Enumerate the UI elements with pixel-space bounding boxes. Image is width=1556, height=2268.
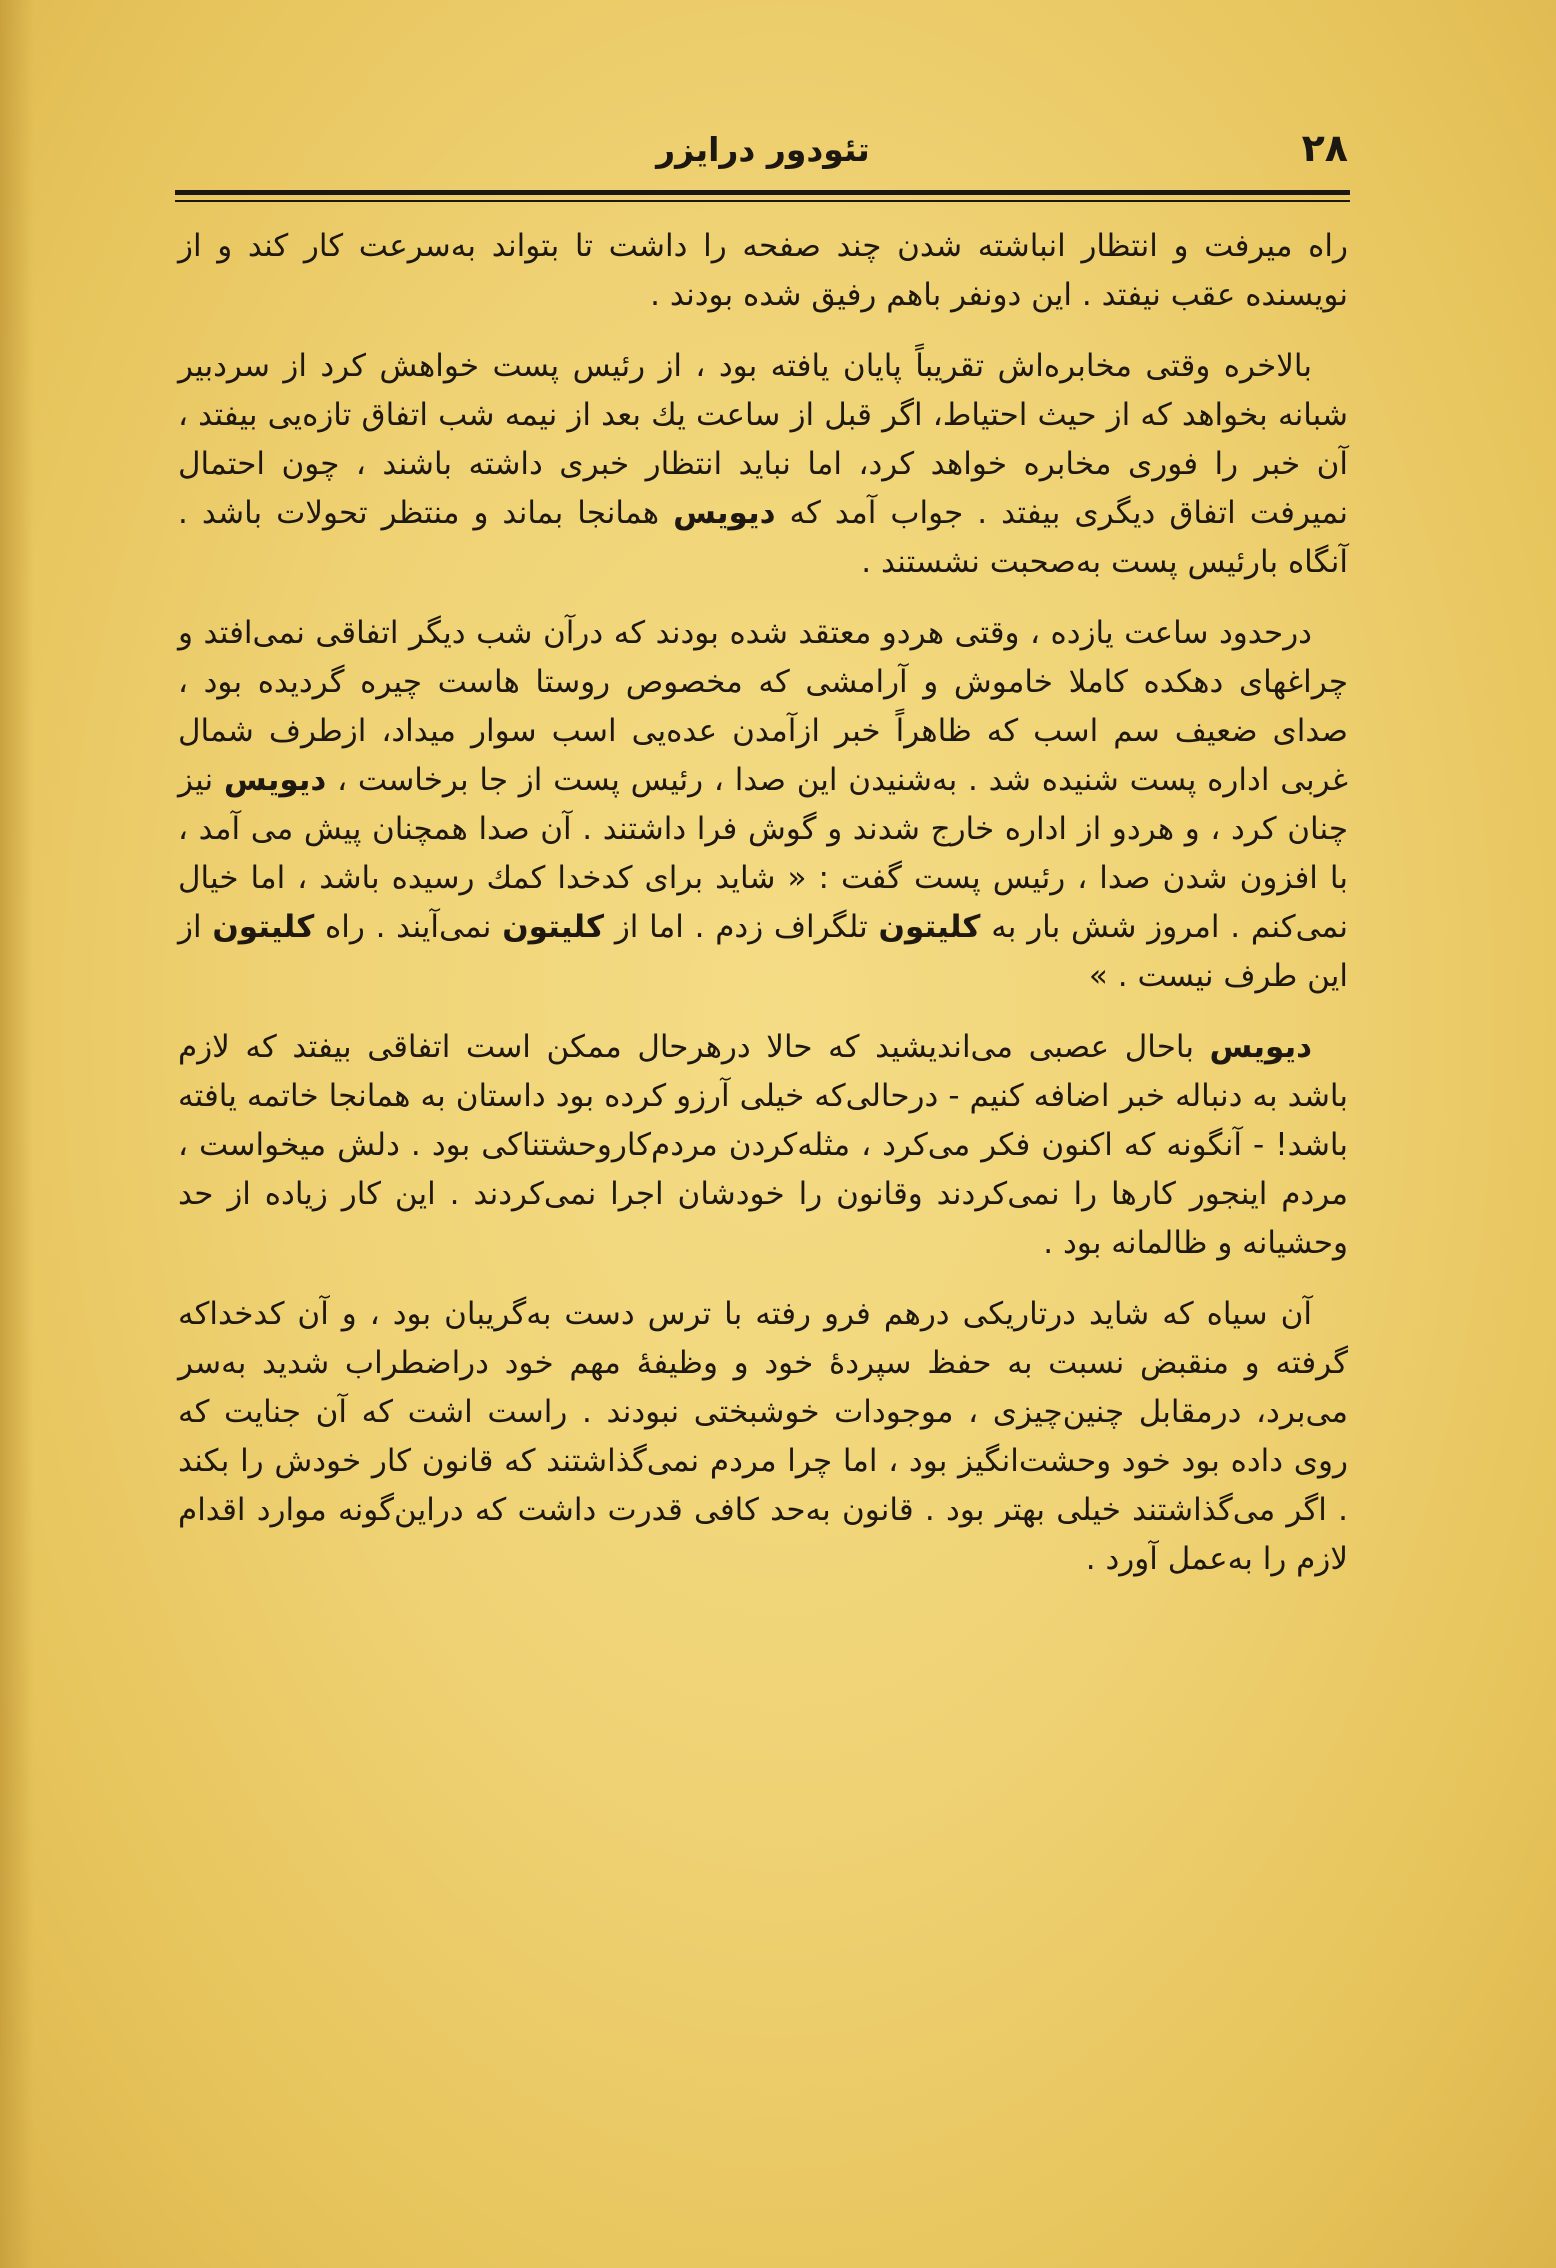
paragraph-3 bbox=[178, 609, 1348, 1001]
header-rule-thin bbox=[175, 200, 1350, 202]
page-number: ۲۸ bbox=[1301, 126, 1348, 170]
page-header bbox=[178, 126, 1348, 188]
place-name-clayton: کلیتون bbox=[212, 909, 315, 945]
paragraph-text: بالاخره وقتی مخابره‌اش تقریباً پایان یافته بود ، از رئیس پست خواهش کرد از سردبیر شبانه بخواهد که از حیث احتیاط، اگر قبل از ساعت یك بعد از نیمه شب اتفاق تازه‌یی بیفتد ، آن خبر را فوری مخابره خواهد کرد، اما نباید انتظار خبری داشته باشند ، چون احتمال نمیرفت اتفاق دیگری بیفتد . جواب آمد که bbox=[178, 348, 1348, 531]
paragraph-2 bbox=[178, 342, 1348, 587]
paragraph-text: نمی‌آیند . راه bbox=[314, 909, 503, 945]
paragraph-text: تلگراف زدم . اما از bbox=[604, 909, 879, 945]
character-name-davis: دیویس bbox=[673, 495, 776, 531]
page-edge-shadow bbox=[0, 0, 34, 2268]
place-name-clayton: کلیتون bbox=[502, 909, 605, 945]
paragraph-text: درحدود ساعت یازده ، وقتی هردو معتقد شده بودند که درآن شب دیگر اتفاقی نمی‌افتد و چراغهای دهکده کاملا خاموش و آرامشی که مخصوص روستا هاست چیره گردیده بود ، صدای ضعیف سم اسب که ظاهراً خبر ازآمدن عده‌یی اسب سوار میداد، ازطرف شمال غربی اداره پست شنیده شد . به‌شنیدن این صدا ، رئیس پست از جا برخاست ، bbox=[178, 615, 1348, 798]
paragraph-text: راه میرفت و انتظار انباشته شدن چند صفحه را داشت تا بتواند به‌سرعت کار کند و از نویسنده عقب نیفتد . این دونفر باهم رفیق شده بودند . bbox=[178, 228, 1348, 313]
paragraph-text: همانجا بماند و منتظر تحولات باشد . آنگاه بارئیس پست به‌صحبت نشستند . bbox=[178, 495, 1348, 580]
paragraph-text: نیز چنان کرد ، و هردو از اداره خارج شدند و گوش فرا داشتند . آن صدا همچنان پیش می آمد ، با افزون شدن صدا ، رئیس پست گفت : « شاید برای کدخدا کمك رسیده باشد ، اما خیال نمی‌کنم . امروز شش بار به bbox=[178, 762, 1348, 945]
header-rule-thick bbox=[175, 190, 1350, 195]
place-name-clayton: کلیتون bbox=[878, 909, 981, 945]
paragraph-1 bbox=[178, 222, 1348, 320]
paragraph-text: باحال عصبی می‌اندیشید که حالا درهرحال ممکن است اتفاقی بیفتد که لازم باشد به دنباله خبر اضافه کنیم - درحالی‌که خیلی آرزو کرده بود داستان به همانجا خاتمه یافته باشد! - آنگونه که اکنون فکر می‌کرد ، مثله‌کردن مردم‌کاروحشتناکی بود . دلش میخواست ، مردم اینجور کارها را نمی‌کردند وقانون را خودشان اجرا نمی‌کردند . این کار زیاده از حد وحشیانه و ظالمانه بود . bbox=[178, 1029, 1348, 1261]
body-text bbox=[178, 222, 1348, 1606]
paragraph-text: از این طرف نیست . » bbox=[178, 909, 1348, 994]
paragraph-5 bbox=[178, 1290, 1348, 1584]
paragraph-text: آن سیاه که شاید درتاریکی درهم فرو رفته با ترس دست به‌گریبان بود ، و آن کدخداکه گرفته و منقبض نسبت به حفظ سپردهٔ خود و وظیفهٔ مهم خود دراضطراب شدید به‌سر می‌برد، درمقابل چنین‌چیزی ، موجودات خوشبختی نبودند . راست اشت که آن جنایت که روی داده بود خود وحشت‌انگیز بود ، اما چرا مردم نمی‌گذاشتند که قانون کار خودش را بکند . اگر می‌گذاشتند خیلی بهتر بود . قانون به‌حد کافی قدرت داشت که دراین‌گونه موارد اقدام لازم را به‌عمل آورد . bbox=[178, 1296, 1348, 1577]
paragraph-4 bbox=[178, 1023, 1348, 1268]
running-title: تئودور درایزر bbox=[656, 130, 870, 169]
character-name-davis: دیویس bbox=[223, 762, 327, 798]
character-name-davis: دیویس bbox=[1209, 1029, 1312, 1065]
